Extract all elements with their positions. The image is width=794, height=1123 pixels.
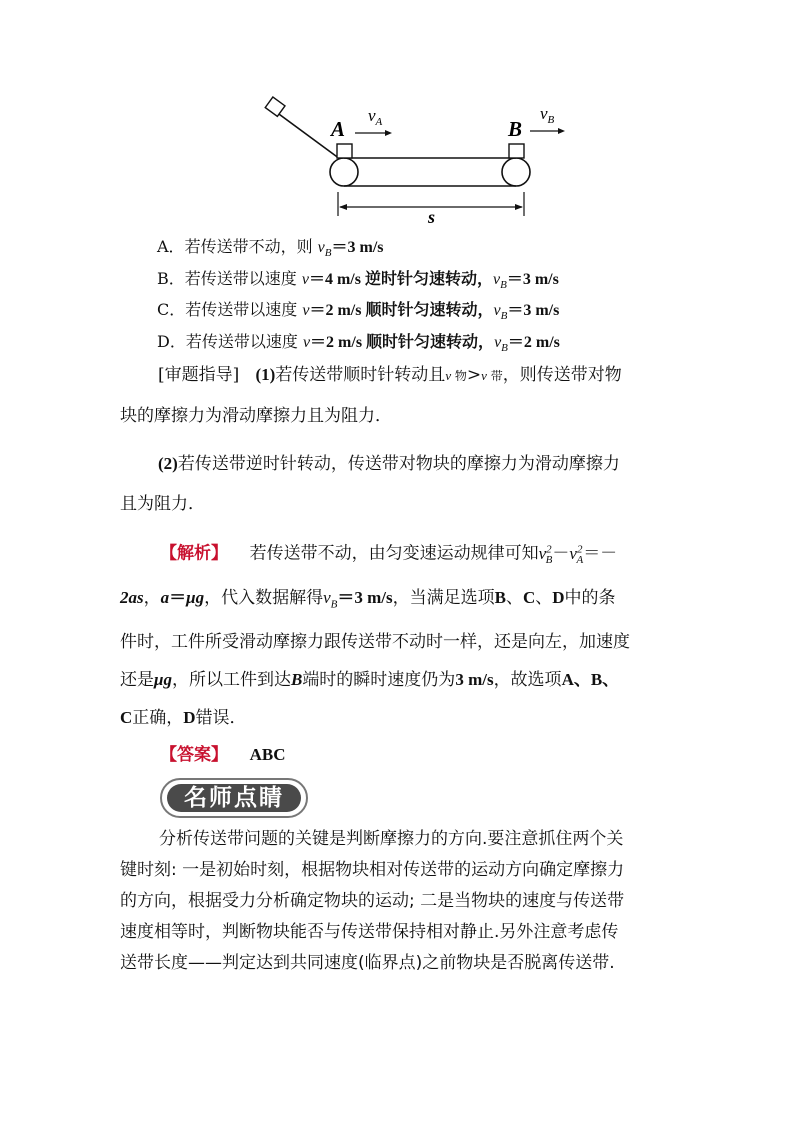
answer-tag: 【答案】 xyxy=(160,745,228,765)
analysis-value: ＝3 m/s xyxy=(337,588,393,608)
analysis-line-2 xyxy=(120,579,680,623)
eq-va: $v^2_A$ xyxy=(569,543,584,567)
block-on-incline xyxy=(265,97,285,116)
vb-label: $v_B$ xyxy=(540,104,555,126)
dim-arrow-left xyxy=(339,204,347,210)
answer-value: ABC xyxy=(249,745,286,764)
analysis-math: B xyxy=(290,670,303,690)
analysis-text: ，当满足选项 xyxy=(392,588,495,609)
option-text: 若传送带以速度 xyxy=(184,269,302,288)
vb-arrowhead xyxy=(558,128,565,134)
option-value: ＝2 m/s xyxy=(507,334,560,351)
analysis-tag: 【解析】 xyxy=(160,543,228,564)
analysis-line-4 xyxy=(120,661,680,699)
analysis-text: ，所以工件到达 xyxy=(171,670,291,691)
guide-text: ，则传送带对物 xyxy=(502,365,622,385)
analysis-math: μg xyxy=(186,588,205,608)
analysis-option: D xyxy=(552,588,565,608)
va-label: $v_A$ xyxy=(368,106,383,128)
analysis-op: ＝ xyxy=(169,588,187,608)
option-mid: ＝2 m/s 顺时针匀速转动， xyxy=(309,302,494,319)
analysis-line-1 xyxy=(120,530,680,579)
guide-line-3 xyxy=(120,447,680,481)
analysis-op: ＝－ xyxy=(583,543,618,564)
analysis-line-5 xyxy=(120,699,680,737)
option-mid: ＝2 m/s 顺时针匀速转动， xyxy=(310,334,495,351)
block-b xyxy=(509,144,524,158)
option-var: v xyxy=(493,302,501,319)
label-b: B xyxy=(508,117,523,141)
guide-line-1 xyxy=(120,358,680,393)
option-var: v xyxy=(494,334,502,351)
guide-sub: 带 xyxy=(486,369,503,383)
analysis-text: 、 xyxy=(535,588,553,609)
guide-text: 若传送带逆时针转动，传送带对物块的摩擦力为滑动摩擦力 xyxy=(177,454,620,474)
answer-row xyxy=(120,738,720,772)
tip-section xyxy=(120,824,680,979)
option-var: v xyxy=(317,239,325,256)
guide-num: (1) xyxy=(255,365,276,384)
option-letter: D． xyxy=(157,332,186,351)
badge-label: 名师点睛 xyxy=(184,785,284,811)
guide-var: v xyxy=(481,368,487,383)
dim-arrow-right xyxy=(515,204,523,210)
block-a xyxy=(337,144,352,158)
analysis-text: 正确， xyxy=(132,708,184,729)
distance-label: s xyxy=(428,207,436,227)
right-roller xyxy=(502,158,530,186)
option-sub: B xyxy=(500,279,507,292)
option-a xyxy=(157,236,384,264)
analysis-text: 错误． xyxy=(195,708,247,729)
option-var: v xyxy=(492,271,501,288)
analysis-text: ，故选项 xyxy=(493,670,562,691)
eq-vb-2: $v_B$ xyxy=(323,588,338,611)
tip-line: 速度相等时，判断物块能否与传送带保持相对静止.另外注意考虑传 xyxy=(120,922,619,942)
analysis-text: ，代入数据解得 xyxy=(204,588,324,609)
label-a: A xyxy=(331,117,346,141)
option-b xyxy=(157,268,559,296)
analysis-option: A、B、 xyxy=(561,670,620,690)
option-text: 若传送带以速度 xyxy=(185,300,303,319)
option-text: 若传送带不动，则 xyxy=(184,237,318,256)
guide-line-4: 且为阻力． xyxy=(120,494,205,514)
analysis-option: C xyxy=(120,708,133,728)
analysis-text: 中的条 xyxy=(564,588,616,609)
analysis-op: － xyxy=(552,543,570,564)
analysis-math: 2as xyxy=(120,588,144,608)
guide-num: (2) xyxy=(158,454,178,473)
option-c xyxy=(157,299,559,327)
analysis-option: D xyxy=(183,708,196,728)
analysis-text: 还是 xyxy=(120,670,154,691)
guide-var: v xyxy=(445,368,452,383)
option-var: v xyxy=(302,334,311,351)
analysis-option: B xyxy=(494,588,506,608)
va-arrowhead xyxy=(385,130,392,136)
option-d xyxy=(157,331,560,359)
guide-line-2: 块的摩擦力为滑动摩擦力且为阻力． xyxy=(120,406,392,426)
analysis-math: μg xyxy=(154,670,172,690)
guide-section xyxy=(120,358,680,521)
left-roller xyxy=(330,158,358,186)
option-value: ＝3 m/s xyxy=(331,239,384,256)
option-value: ＝3 m/s xyxy=(507,302,560,319)
analysis-value: 3 m/s xyxy=(455,670,494,690)
tip-line: 分析传送带问题的关键是判断摩擦力的方向.要注意抓住两个关 xyxy=(159,829,624,849)
analysis-text: 端时的瞬时速度仍为 xyxy=(302,670,456,691)
tip-line: 送带长度——判定达到共同速度(临界点)之前物块是否脱离传送带. xyxy=(120,953,615,973)
analysis-math: a xyxy=(160,588,170,608)
tip-line: 键时刻: 一是初始时刻，根据物块相对传送带的运动方向确定摩擦力 xyxy=(120,860,625,880)
tip-badge xyxy=(160,778,308,818)
analysis-text: 、 xyxy=(505,588,523,609)
analysis-option: C xyxy=(522,588,536,608)
option-letter: B． xyxy=(157,269,185,288)
option-letter: C． xyxy=(157,300,186,319)
eq-vb: $v^2_B$ xyxy=(538,543,553,567)
tip-line: 的方向，根据受力分析确定物块的运动; 二是当物块的速度与传送带 xyxy=(120,891,625,911)
guide-gt: > xyxy=(466,365,482,385)
option-letter: A． xyxy=(157,237,185,256)
analysis-line-3: 件时，工件所受滑动摩擦力跟传送带不动时一样，还是向左，加速度 xyxy=(120,632,630,653)
guide-tag: [审题指导] xyxy=(158,365,240,385)
analysis-text: ， xyxy=(143,588,161,609)
analysis-text: 若传送带不动，由匀变速运动规律可知 xyxy=(249,543,539,564)
option-sub: B xyxy=(324,247,332,260)
option-var: v xyxy=(301,271,309,288)
option-text: 若传送带以速度 xyxy=(185,332,303,351)
guide-sub: 物 xyxy=(451,369,467,383)
option-value: ＝3 m/s xyxy=(506,271,559,288)
option-sub: B xyxy=(500,310,508,323)
conveyor-belt-diagram xyxy=(260,92,580,227)
guide-text: 若传送带顺时针转动且 xyxy=(275,365,446,385)
option-var: v xyxy=(302,302,310,319)
option-sub: B xyxy=(501,342,508,355)
option-mid: ＝4 m/s 逆时针匀速转动， xyxy=(308,271,493,288)
analysis-section xyxy=(120,530,680,737)
